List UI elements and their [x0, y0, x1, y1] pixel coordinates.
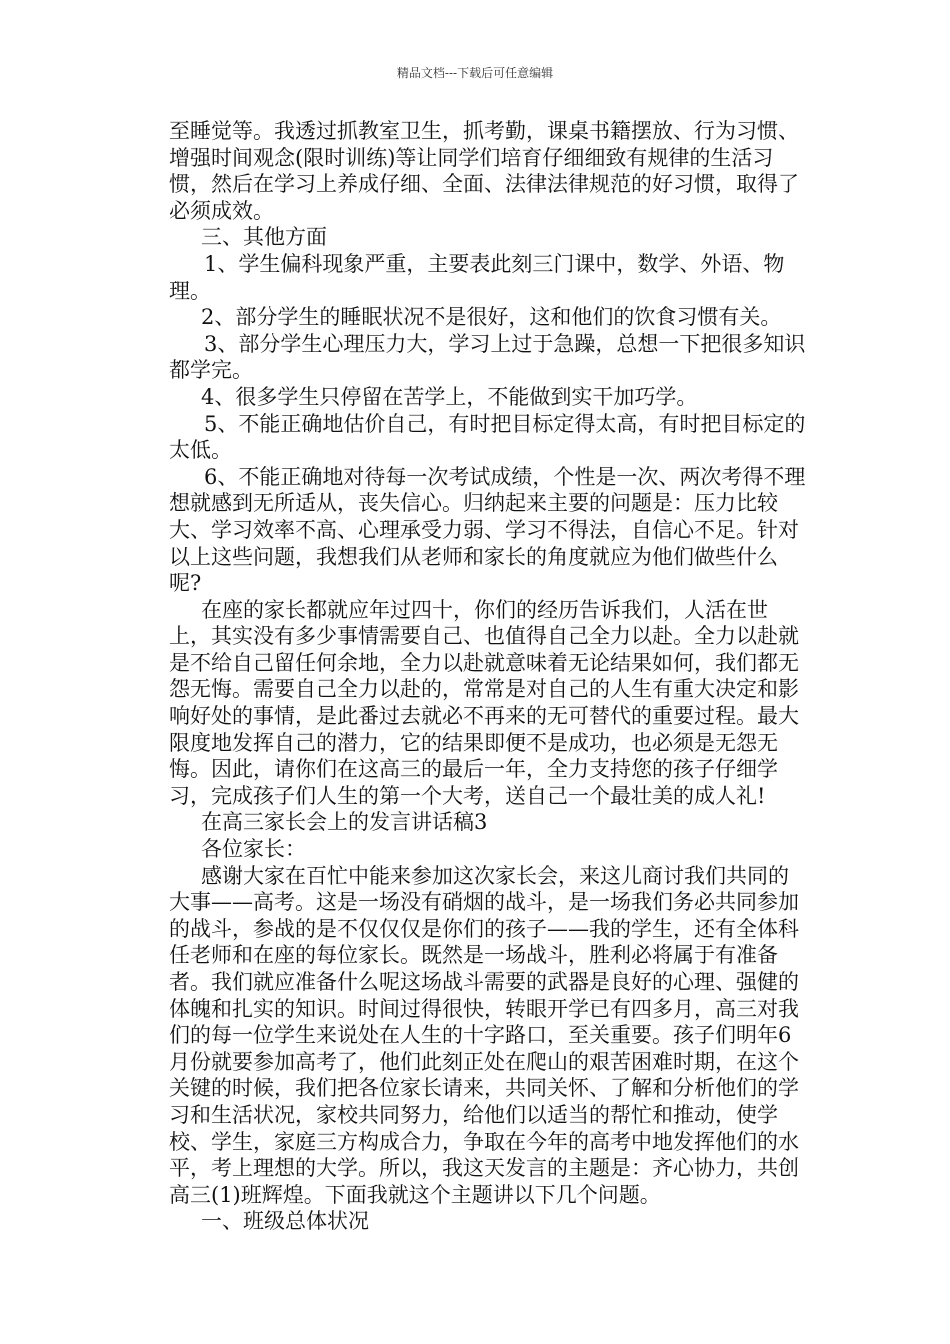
list-item: 5、不能正确地估价自己，有时把目标定得太高，有时把目标定的太低。	[169, 411, 806, 463]
paragraph: 在座的家长都就应年过四十，你们的经历告诉我们，人活在世上，其实没有多少事情需要自己、也值得自己全力以赴。全力以赴就是不给自己留任何余地，全力以赴就意味着无论结果如何，我们都无怨无悔。需要自己全力以赴的，常常是对自己的人生有重大决定和影响好处的事情，是此番过去就必不再来的无可替代的重要过程。最大限度地发挥自己的潜力，它的结果即便不是成功，也必须是无怨无悔。因此，请你们在这高三的最后一年，全力支持您的孩子仔细学习，完成孩子们人生的第一个大考，送自己一个最壮美的成人礼!	[169, 597, 799, 808]
section-heading: 一、班级总体状况	[201, 1209, 369, 1234]
document-body	[169, 118, 809, 1235]
list-item: 6、不能正确地对待每一次考试成绩，个性是一次、两次考得不理想就感到无所适从，丧失信心。归纳起来主要的问题是：压力比较大、学习效率不高、心理承受力弱、学习不得法，自信心不足。针对以上这些问题，我想我们从老师和家长的角度就应为他们做些什么呢?	[169, 464, 806, 596]
list-item: 3、部分学生心理压力大，学习上过于急躁，总想一下把很多知识都学完。	[169, 331, 806, 383]
page-header: 精品文档---下载后可任意编辑	[396, 66, 554, 80]
list-item: 4、很多学生只停留在苦学上，不能做到实干加巧学。	[201, 384, 698, 409]
salutation: 各位家长：	[201, 837, 306, 862]
paragraph: 感谢大家在百忙中能来参加这次家长会，来这儿商讨我们共同的大事——高考。这是一场没有硝烟的战斗，是一场我们务必共同参加的战斗，参战的是不仅仅仅是你们的孩子——我的学生，还有全体科任老师和在座的每位家长。既然是一场战斗，胜利必将属于有准备者。我们就应准备什么呢这场战斗需要的武器是良好的心理、强健的体魄和扎实的知识。时间过得很快，转眼开学已有四多月，高三对我们的每一位学生来说处在人生的十字路口，至关重要。孩子们明年6月份就要参加高考了，他们此刻正处在爬山的艰苦困难时期，在这个关键的时候，我们把各位家长请来，共同关怀、了解和分析他们的学习和生活状况，家校共同努力，给他们以适当的帮忙和推动，使学校、学生，家庭三方构成合力，争取在今年的高考中地发挥他们的水平，考上理想的大学。所以，我这天发言的主题是：齐心协力，共创高三(1)班辉煌。下面我就这个主题讲以下几个问题。	[169, 863, 799, 1207]
section-heading: 三、其他方面	[201, 225, 327, 250]
article-title: 在高三家长会上的发言讲话稿3	[201, 810, 488, 835]
list-item: 1、学生偏科现象严重，主要表此刻三门课中，数学、外语、物理。	[169, 251, 785, 303]
paragraph: 至睡觉等。我透过抓教室卫生，抓考勤，课桌书籍摆放、行为习惯、增强时间观念(限时训练)等让同学们培育仔细细致有规律的生活习惯，然后在学习上养成仔细、全面、法律法律规范的好习惯，取得了必须成效。	[169, 119, 799, 223]
list-item: 2、部分学生的睡眠状况不是很好，这和他们的饮食习惯有关。	[201, 305, 782, 330]
